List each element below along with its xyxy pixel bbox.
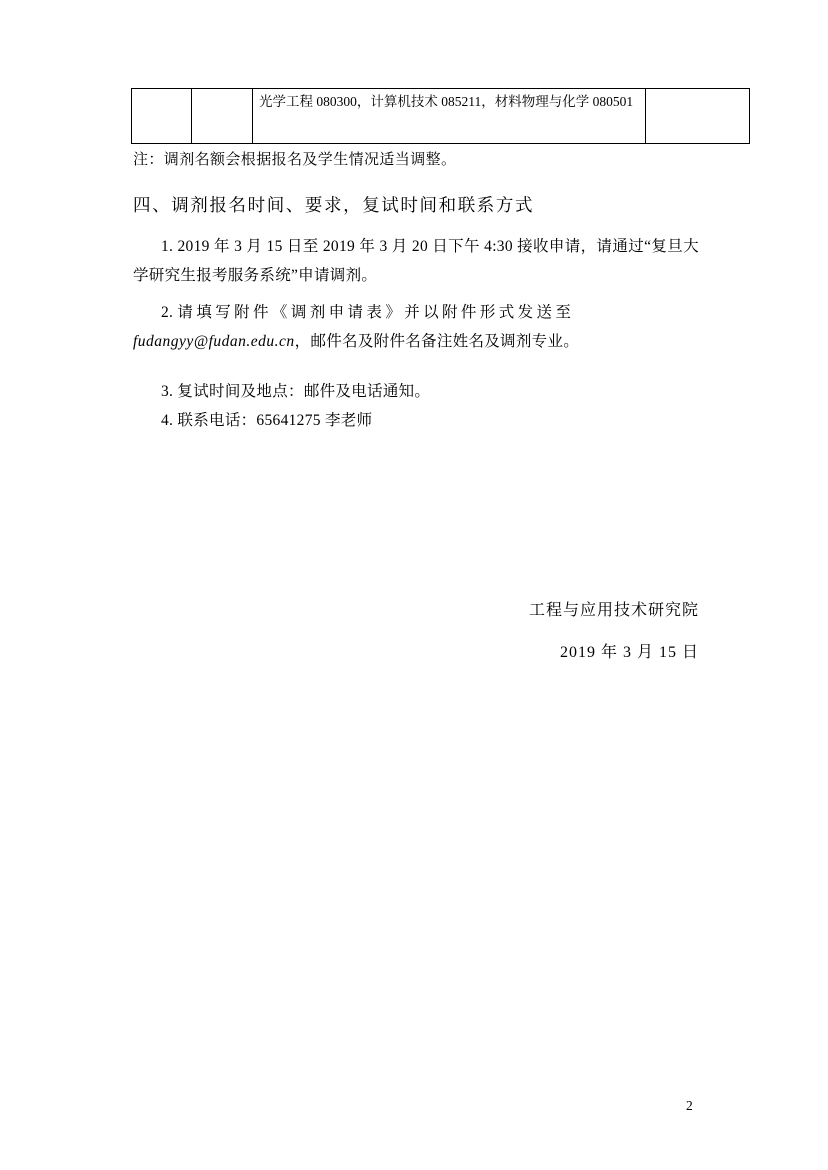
signature-organization: 工程与应用技术研究院 bbox=[528, 602, 699, 619]
item-number-1: 1. bbox=[161, 238, 174, 255]
item-text-2-after-email: ，邮件名及附件名备注姓名及调剂专业。 bbox=[294, 333, 580, 350]
item-text-3: 复试时间及地点：邮件及电话通知。 bbox=[177, 383, 431, 400]
item-text-4: 联系电话：65641275 李老师 bbox=[177, 412, 373, 429]
item-text-2-before-email: 请填写附件《调剂申请表》并以附件形式发送至 bbox=[177, 304, 575, 321]
majors-table-fragment bbox=[131, 88, 750, 144]
table-cell-col2 bbox=[192, 89, 253, 144]
section-heading: 四、调剂报名时间、要求，复试时间和联系方式 bbox=[133, 195, 535, 215]
table-note: 注：调剂名额会根据报名及学生情况适当调整。 bbox=[133, 152, 457, 168]
table-cell-col1 bbox=[132, 89, 192, 144]
list-item-4 bbox=[133, 406, 699, 435]
contact-email: fudangyy@fudan.edu.cn bbox=[133, 333, 295, 350]
list-item-1 bbox=[133, 232, 699, 290]
table-cell-col4 bbox=[646, 89, 750, 144]
list-item-3 bbox=[133, 377, 699, 406]
item-number-4: 4. bbox=[161, 412, 174, 429]
page-number: 2 bbox=[686, 1098, 693, 1113]
table-row bbox=[132, 89, 750, 144]
item-number-2: 2. bbox=[161, 304, 174, 321]
list-item-2 bbox=[133, 298, 699, 356]
table-cell-majors: 光学工程 080300，计算机技术 085211，材料物理与化学 080501 bbox=[253, 89, 646, 144]
item-text-1: 2019 年 3 月 15 日至 2019 年 3 月 20 日下午 4:30 接收申请，请通过“复旦大学研究生报考服务系统”申请调剂。 bbox=[133, 238, 699, 284]
signature-date: 2019 年 3 月 15 日 bbox=[559, 644, 699, 661]
item-number-3: 3. bbox=[161, 383, 174, 400]
